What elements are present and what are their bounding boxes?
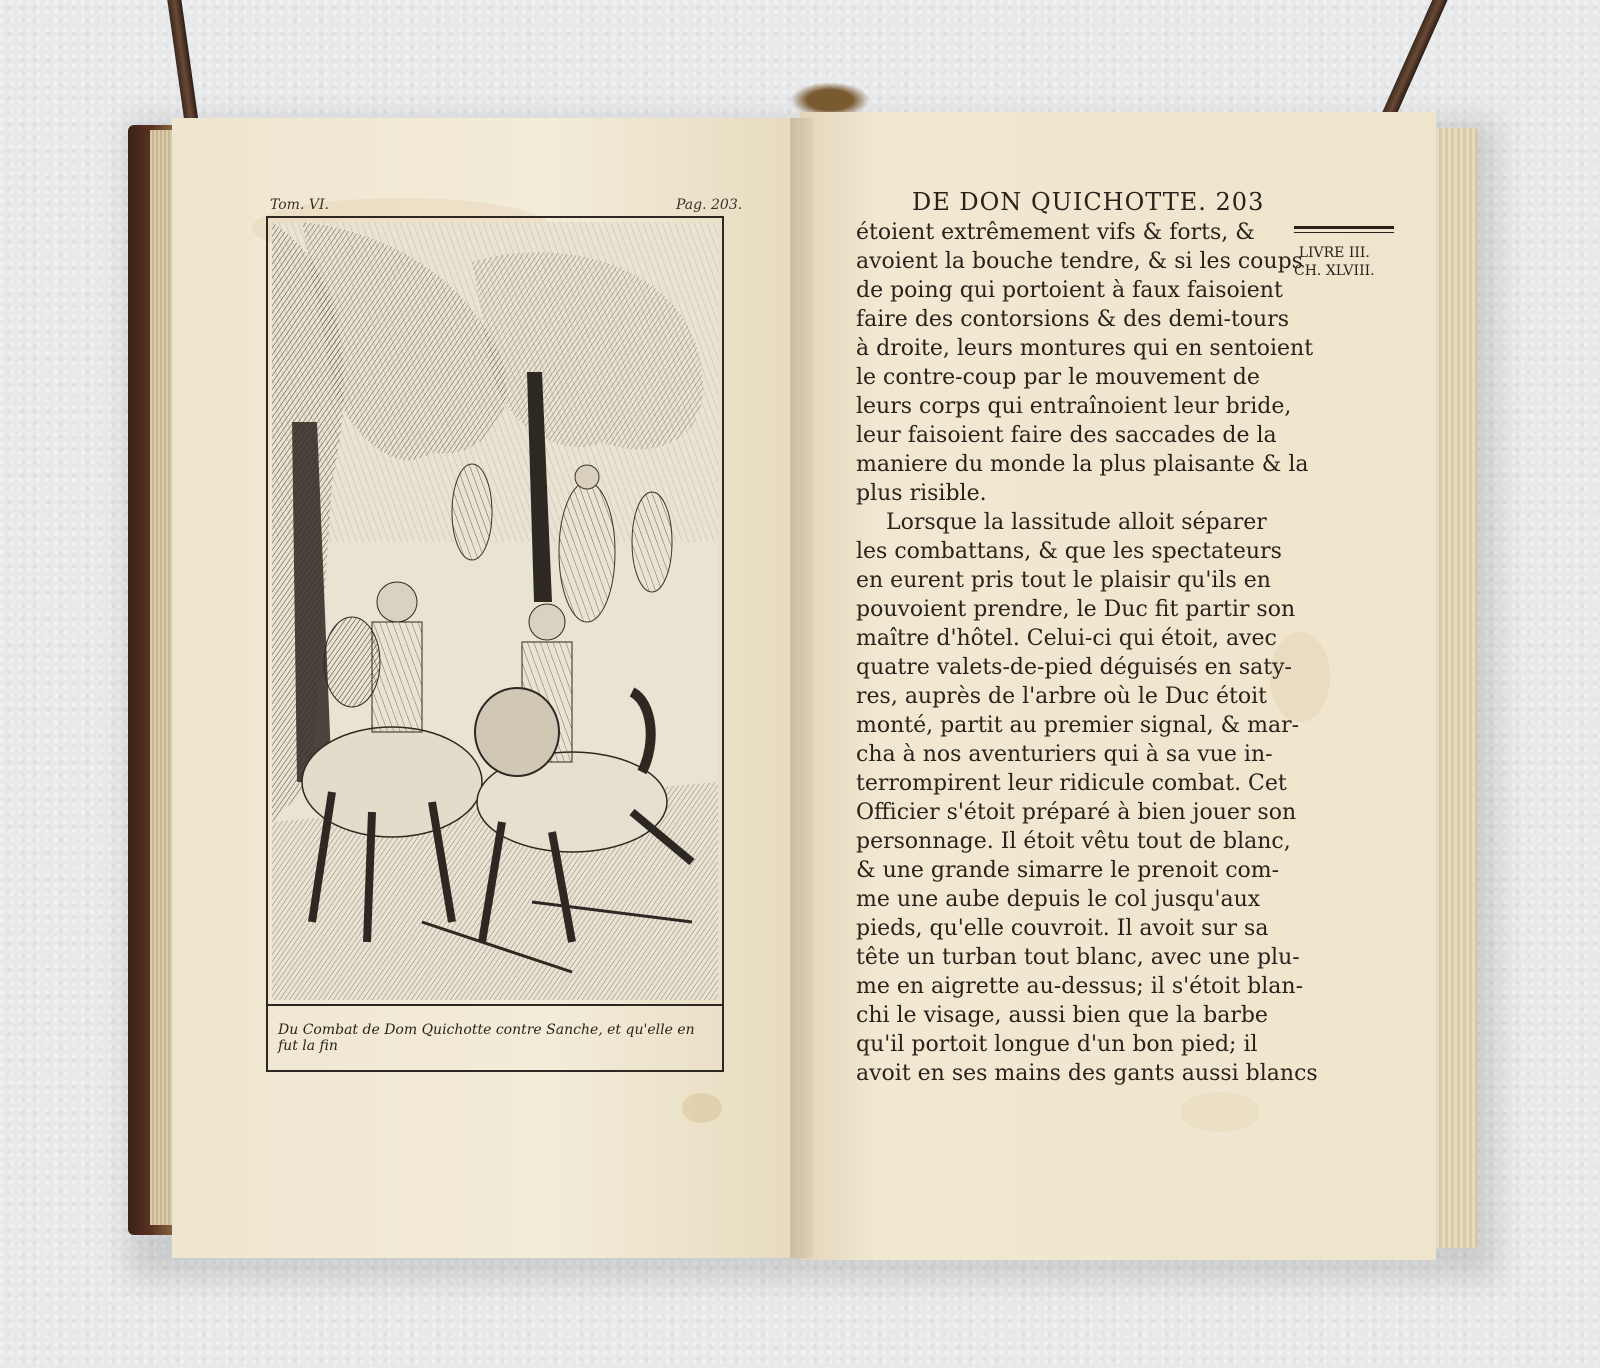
text-line: personnage. Il étoit vêtu tout de blanc, <box>856 829 1291 854</box>
text-line: leur faisoient faire des saccades de la <box>856 423 1277 448</box>
margin-rule-thin <box>1294 232 1394 233</box>
text-line: étoient extrêmement vifs & forts, & <box>856 220 1255 245</box>
text-line: pieds, qu'elle couvroit. Il avoit sur sa <box>856 916 1269 941</box>
text-line: à droite, leurs montures qui en sentoient <box>856 336 1314 361</box>
plate-page-label: Pag. 203. <box>676 197 743 213</box>
running-head: DE DON QUICHOTTE. 203 <box>912 188 1265 216</box>
book-gutter <box>790 118 814 1258</box>
text-line: Lorsque la lassitude alloit séparer <box>886 510 1267 535</box>
margin-rule <box>1294 226 1394 229</box>
foxing-stain <box>1180 1092 1260 1132</box>
text-line: chi le visage, aussi bien que la barbe <box>856 1003 1268 1028</box>
text-line: avoit en ses mains des gants aussi blancs <box>856 1061 1318 1086</box>
engraving-illustration <box>272 222 718 1000</box>
text-line: maniere du monde la plus plaisante & la <box>856 452 1309 477</box>
text-line: cha à nos aventuriers qui à sa vue in- <box>856 742 1273 767</box>
plate-volume-label: Tom. VI. <box>270 197 329 213</box>
text-line: les combattans, & que les spectateurs <box>856 539 1282 564</box>
body-text <box>856 218 1318 1088</box>
text-line: le contre-coup par le mouvement de <box>856 365 1260 390</box>
text-line: monté, partit au premier signal, & mar- <box>856 713 1300 738</box>
text-line: Officier s'étoit préparé à bien jouer son <box>856 800 1297 825</box>
engraving-caption: Du Combat de Dom Quichotte contre Sanche, et qu'elle en fut la fin <box>278 1022 695 1054</box>
text-line: me en aigrette au-dessus; il s'étoit blan- <box>856 974 1304 999</box>
text-line: de poing qui portoient à faux faisoient <box>856 278 1283 303</box>
text-line: res, auprès de l'arbre où le Duc étoit <box>856 684 1267 709</box>
text-line: qu'il portoit longue d'un bon pied; il <box>856 1032 1258 1057</box>
margin-note-book: LIVRE III. <box>1298 245 1370 261</box>
text-line: pouvoient prendre, le Duc fit partir son <box>856 597 1296 622</box>
text-line: quatre valets-de-pied déguisés en saty- <box>856 655 1292 680</box>
text-line: plus risible. <box>856 481 987 506</box>
text-line: maître d'hôtel. Celui-ci qui étoit, avec <box>856 626 1277 651</box>
page-edges-right <box>1436 128 1478 1248</box>
text-line: & une grande simarre le prenoit com- <box>856 858 1280 883</box>
text-line: me une aube depuis le col jusqu'aux <box>856 887 1261 912</box>
text-line: en eurent pris tout le plaisir qu'ils en <box>856 568 1271 593</box>
text-line: tête un turban tout blanc, avec une plu- <box>856 945 1300 970</box>
margin-note-chapter: CH. XLVIII. <box>1294 263 1375 279</box>
text-line: avoient la bouche tendre, & si les coups <box>856 249 1303 274</box>
text-line: terrompirent leur ridicule combat. Cet <box>856 771 1287 796</box>
margin-note <box>1294 244 1375 280</box>
text-line: leurs corps qui entraînoient leur bride, <box>856 394 1292 419</box>
text-line: faire des contorsions & des demi-tours <box>856 307 1290 332</box>
foxing-stain <box>682 1093 722 1123</box>
